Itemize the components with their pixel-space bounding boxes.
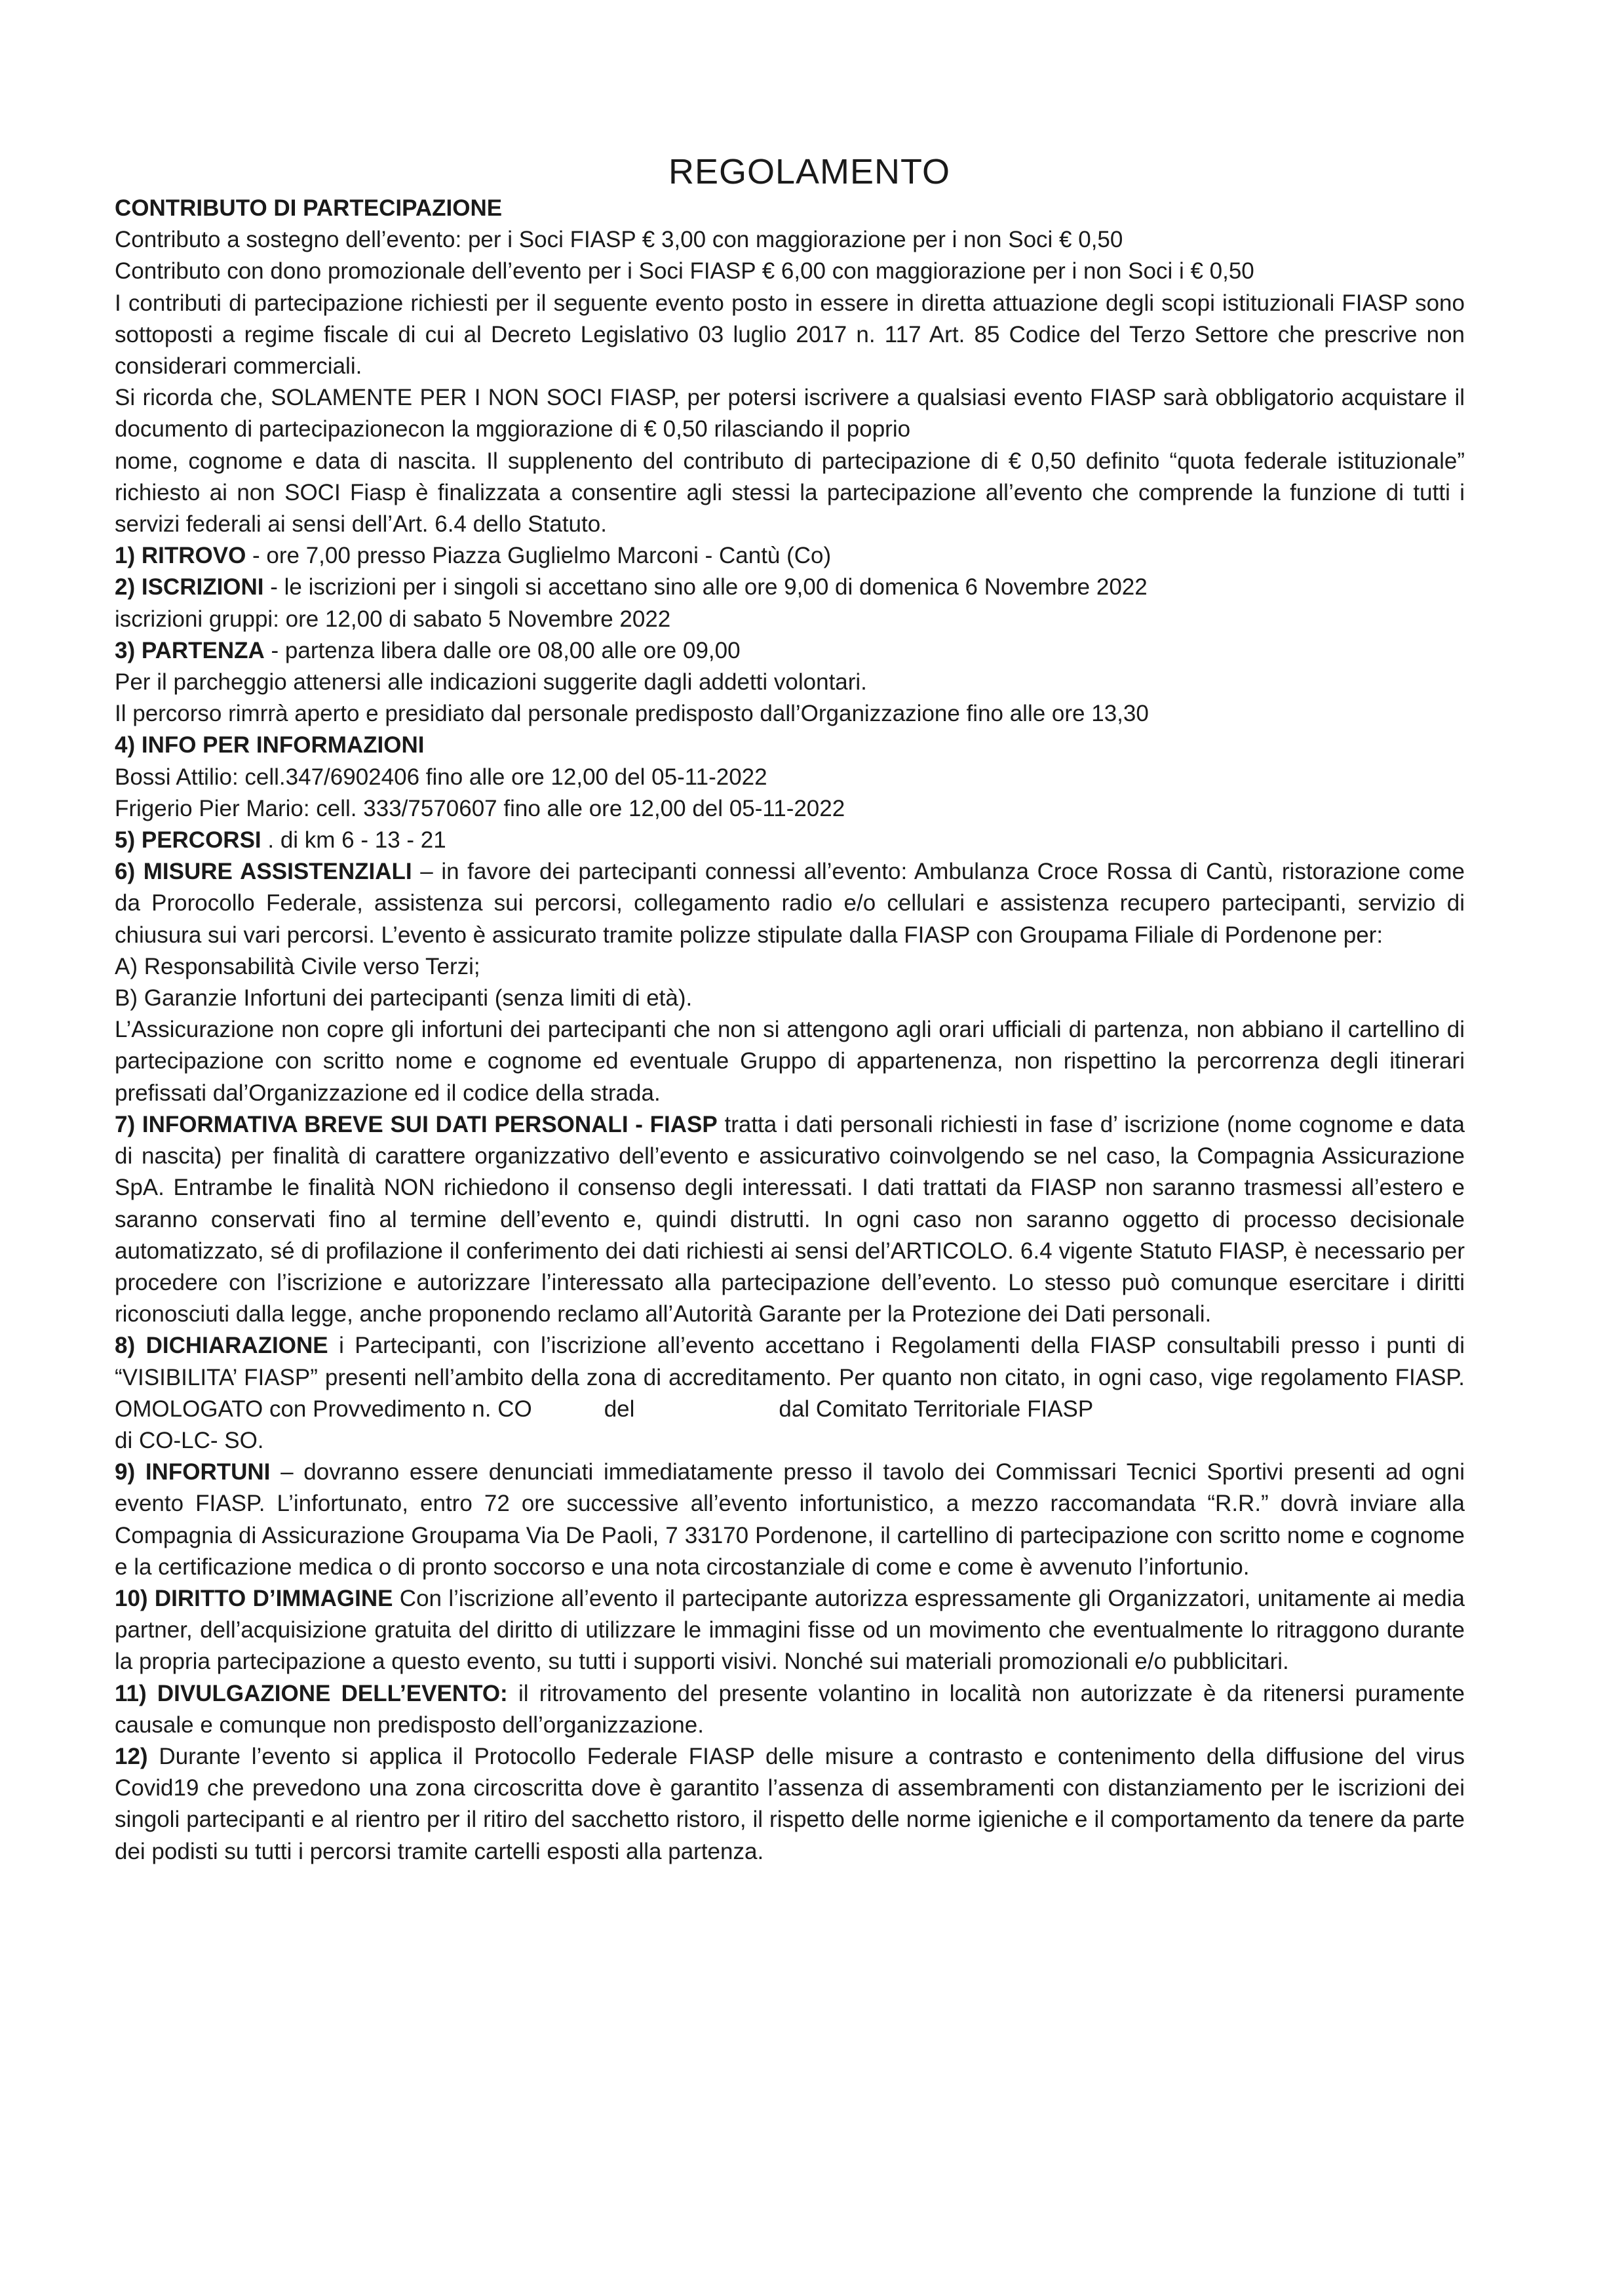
section-label: 9) INFORTUNI — [115, 1459, 271, 1485]
section-label: 3) PARTENZA — [115, 637, 265, 663]
info-contact-1: Bossi Attilio: cell.347/6902406 fino alle ore 12,00 del 05-11-2022 — [115, 764, 767, 790]
contributo-paragraph-1: I contributi di partecipazione richiesti per il seguente evento posto in essere in diretta attuazione degli scopi istituzionali FIASP sono sottoposti a regime fiscale di cui al Decreto Legislativo 03 luglio 2017 n. 117 Art. 85 Codice del Terzo Settore che prescrive non considerari commerciali. — [115, 290, 1465, 380]
contributo-line-2: Contributo con dono promozionale dell’evento per i Soci FIASP € 6,00 con maggiorazione per i non Soci i € 0,50 — [115, 258, 1254, 284]
section-text: – dovranno essere denunciati immediatamente presso il tavolo dei Commissari Tecnici Sportivi presenti ad ogni evento FIASP. L’infortunato, entro 72 ore successive all’evento infortunistico, a mezzo raccomandata “R.R.” dovrà inviare alla Compagnia di Assicurazione Groupama Via De Paoli, 7 33170 Pordenone, il cartellino di partecipazione con scritto nome e cognome e la certificazione medica o di pronto soccorso e una nota circostanziale di come e come è avvenuto l’infortunio. — [115, 1459, 1465, 1580]
section-infortuni — [115, 1457, 1465, 1583]
section-text: . di km 6 - 13 - 21 — [261, 827, 446, 853]
section-info: 4) INFO PER INFORMAZIONI — [115, 732, 425, 758]
section-text: i Partecipanti, con l’iscrizione all’evento accettano i Regolamenti della FIASP consultabili presso i punti di “VISIBILITA’ FIASP” presenti nell’ambito della zona di accreditamento. Per quanto non citato, in ogni caso, vige regolamento FIASP. OMOLOGATO con Provvedimento n. CO — [115, 1333, 1465, 1422]
section-label: 7) INFORMATIVA BREVE SUI DATI PERSONALI - FIASP — [115, 1111, 718, 1137]
misure-item-b: B) Garanzie Infortuni dei partecipanti (senza limiti di età). — [115, 985, 693, 1011]
section-label: 5) PERCORSI — [115, 827, 261, 853]
section-misure — [115, 856, 1465, 951]
misure-paragraph: L’Assicurazione non copre gli infortuni dei partecipanti che non si attengono agli orari ufficiali di partenza, non abbiano il cartellino di partecipazione con scritto nome e cognome ed eventuale Gruppo di appartenenza, non rispettino la percorrenza degli itinerari prefissati dal’Organizzazione ed il codice della strada. — [115, 1017, 1465, 1106]
regulation-page — [115, 151, 1465, 1868]
dichiarazione-del: del — [604, 1396, 635, 1422]
contributo-paragraph-2a: Si ricorda che, SOLAMENTE PER I NON SOCI FIASP, per potersi iscrivere a qualsiasi evento FIASP sarà obbligatorio acquistare il documento di partecipazionecon la mggiorazione di € 0,50 rilasciando il poprio — [115, 385, 1465, 442]
section-label: 11) DIVULGAZIONE DELL’EVENTO: — [115, 1680, 508, 1706]
section-label: 6) MISURE ASSISTENZIALI — [115, 859, 412, 885]
section-label: 8) DICHIARAZIONE — [115, 1333, 328, 1359]
section-informativa — [115, 1109, 1465, 1330]
section-partenza — [115, 635, 1465, 667]
iscrizioni-gruppi: iscrizioni gruppi: ore 12,00 di sabato 5 Novembre 2022 — [115, 606, 671, 632]
section-iscrizioni — [115, 572, 1465, 603]
info-contact-2: Frigerio Pier Mario: cell. 333/7570607 fino alle ore 12,00 del 05-11-2022 — [115, 795, 845, 821]
dichiarazione-tail: dal Comitato Territoriale FIASP — [779, 1396, 1094, 1422]
section-label: 2) ISCRIZIONI — [115, 574, 264, 600]
page-title: REGOLAMENTO — [668, 152, 951, 191]
section-divulgazione — [115, 1678, 1465, 1741]
section-text: – in favore dei partecipanti connessi all’evento: Ambulanza Croce Rossa di Cantù, ristorazione come da Prorocollo Federale, assistenza sui percorsi, collegamento radio e/o cellulari e assistenza recupero partecipanti, servizio di chiusura sui vari percorsi. L’evento è assicurato tramite polizze stipulate dalla FIASP con Groupama Filiale di Pordenone per: — [115, 859, 1465, 948]
section-label: 12) — [115, 1743, 148, 1769]
section-dichiarazione — [115, 1330, 1465, 1425]
section-text: - ore 7,00 presso Piazza Guglielmo Marconi - Cantù (Co) — [246, 543, 832, 569]
section-text: il ritrovamento del presente volantino in località non autorizzate è da ritenersi puramente causale e comunque non predisposto dell’organizzazione. — [115, 1680, 1465, 1738]
section-label: 1) RITROVO — [115, 543, 246, 569]
contributo-paragraph-2b: nome, cognome e data di nascita. Il supplenento del contributo di partecipazione di € 0,50 definito “quota federale istituzionale” richiesto ai non SOCI Fiasp è finalizzata a consentire agli stessi la partecipazione all’evento che comprende la funzione di tutti i servizi federali ai sensi dell’Art. 6.4 dello Statuto. — [115, 448, 1465, 538]
section-text: Durante l’evento si applica il Protocollo Federale FIASP delle misure a contrasto e contenimento della diffusione del virus Covid19 che prevedono una zona circoscritta dove è garantito l’assenza di assembramenti con distanziamento per le iscrizioni dei singoli partecipanti e al rientro per il ritiro del sacchetto ristoro, il rispetto delle norme igieniche e il comportamento da tenere da parte dei podisti su tutti i percorsi tramite cartelli esposti alla partenza. — [115, 1743, 1465, 1864]
section-covid — [115, 1741, 1465, 1868]
partenza-percorso: Il percorso rimrrà aperto e presidiato dal personale predisposto dall’Organizzazione fino alle ore 13,30 — [115, 701, 1149, 727]
section-label: 10) DIRITTO D’IMMAGINE — [115, 1585, 393, 1611]
section-ritrovo — [115, 540, 1465, 572]
dichiarazione-last: di CO-LC- SO. — [115, 1427, 264, 1453]
partenza-parcheggio: Per il parcheggio attenersi alle indicazioni suggerite dagli addetti volontari. — [115, 669, 867, 696]
section-text: - partenza libera dalle ore 08,00 alle ore 09,00 — [264, 637, 741, 663]
section-percorsi — [115, 825, 1465, 856]
section-text: tratta i dati personali richiesti in fase d’ iscrizione (nome cognome e data di nascita) per finalità di carattere organizzativo dell’evento e assicurativo coinvolgendo se nel caso, la Compagnia Assicurazione SpA. Entrambe le finalità NON richiedono il consenso degli interessati. I dati trattati da FIASP non saranno trasmessi all’estero e saranno conservati fino al termine dell’evento e, quindi distrutti. In ogni caso non saranno oggetto di processo decisionale automatizzato, sé di profilazione il conferimento dei dati richiesti ai sensi del’ARTICOLO. 6.4 vigente Statuto FIASP, è necessario per procedere con l’iscrizione e autorizzare l’interessato alla partecipazione dell’evento. Lo stesso può comunque esercitare i diritti riconosciuti dalla legge, anche proponendo reclamo all’Autorità Garante per la Protezione dei Dati personali. — [115, 1111, 1465, 1327]
contributo-heading: CONTRIBUTO DI PARTECIPAZIONE — [115, 195, 503, 221]
section-text: - le iscrizioni per i singoli si accettano sino alle ore 9,00 di domenica 6 Novembre 2022 — [263, 574, 1148, 600]
misure-item-a: A) Responsabilità Civile verso Terzi; — [115, 953, 480, 979]
section-diritto-immagine — [115, 1583, 1465, 1678]
contributo-line-1: Contributo a sostegno dell’evento: per i Soci FIASP € 3,00 con maggiorazione per i non Soci € 0,50 — [115, 227, 1123, 253]
regulation-body — [115, 193, 1465, 1868]
section-text: Con l’iscrizione all’evento il partecipante autorizza espressamente gli Organizzatori, unitamente ai media partner, dell’acquisizione gratuita del diritto di utilizzare le immagini fisse od un movimento che eventualmente lo ritraggono durante la propria partecipazione a questo evento, su tutti i supporti visivi. Nonché sui materiali promozionali e/o pubblicitari. — [115, 1585, 1465, 1675]
